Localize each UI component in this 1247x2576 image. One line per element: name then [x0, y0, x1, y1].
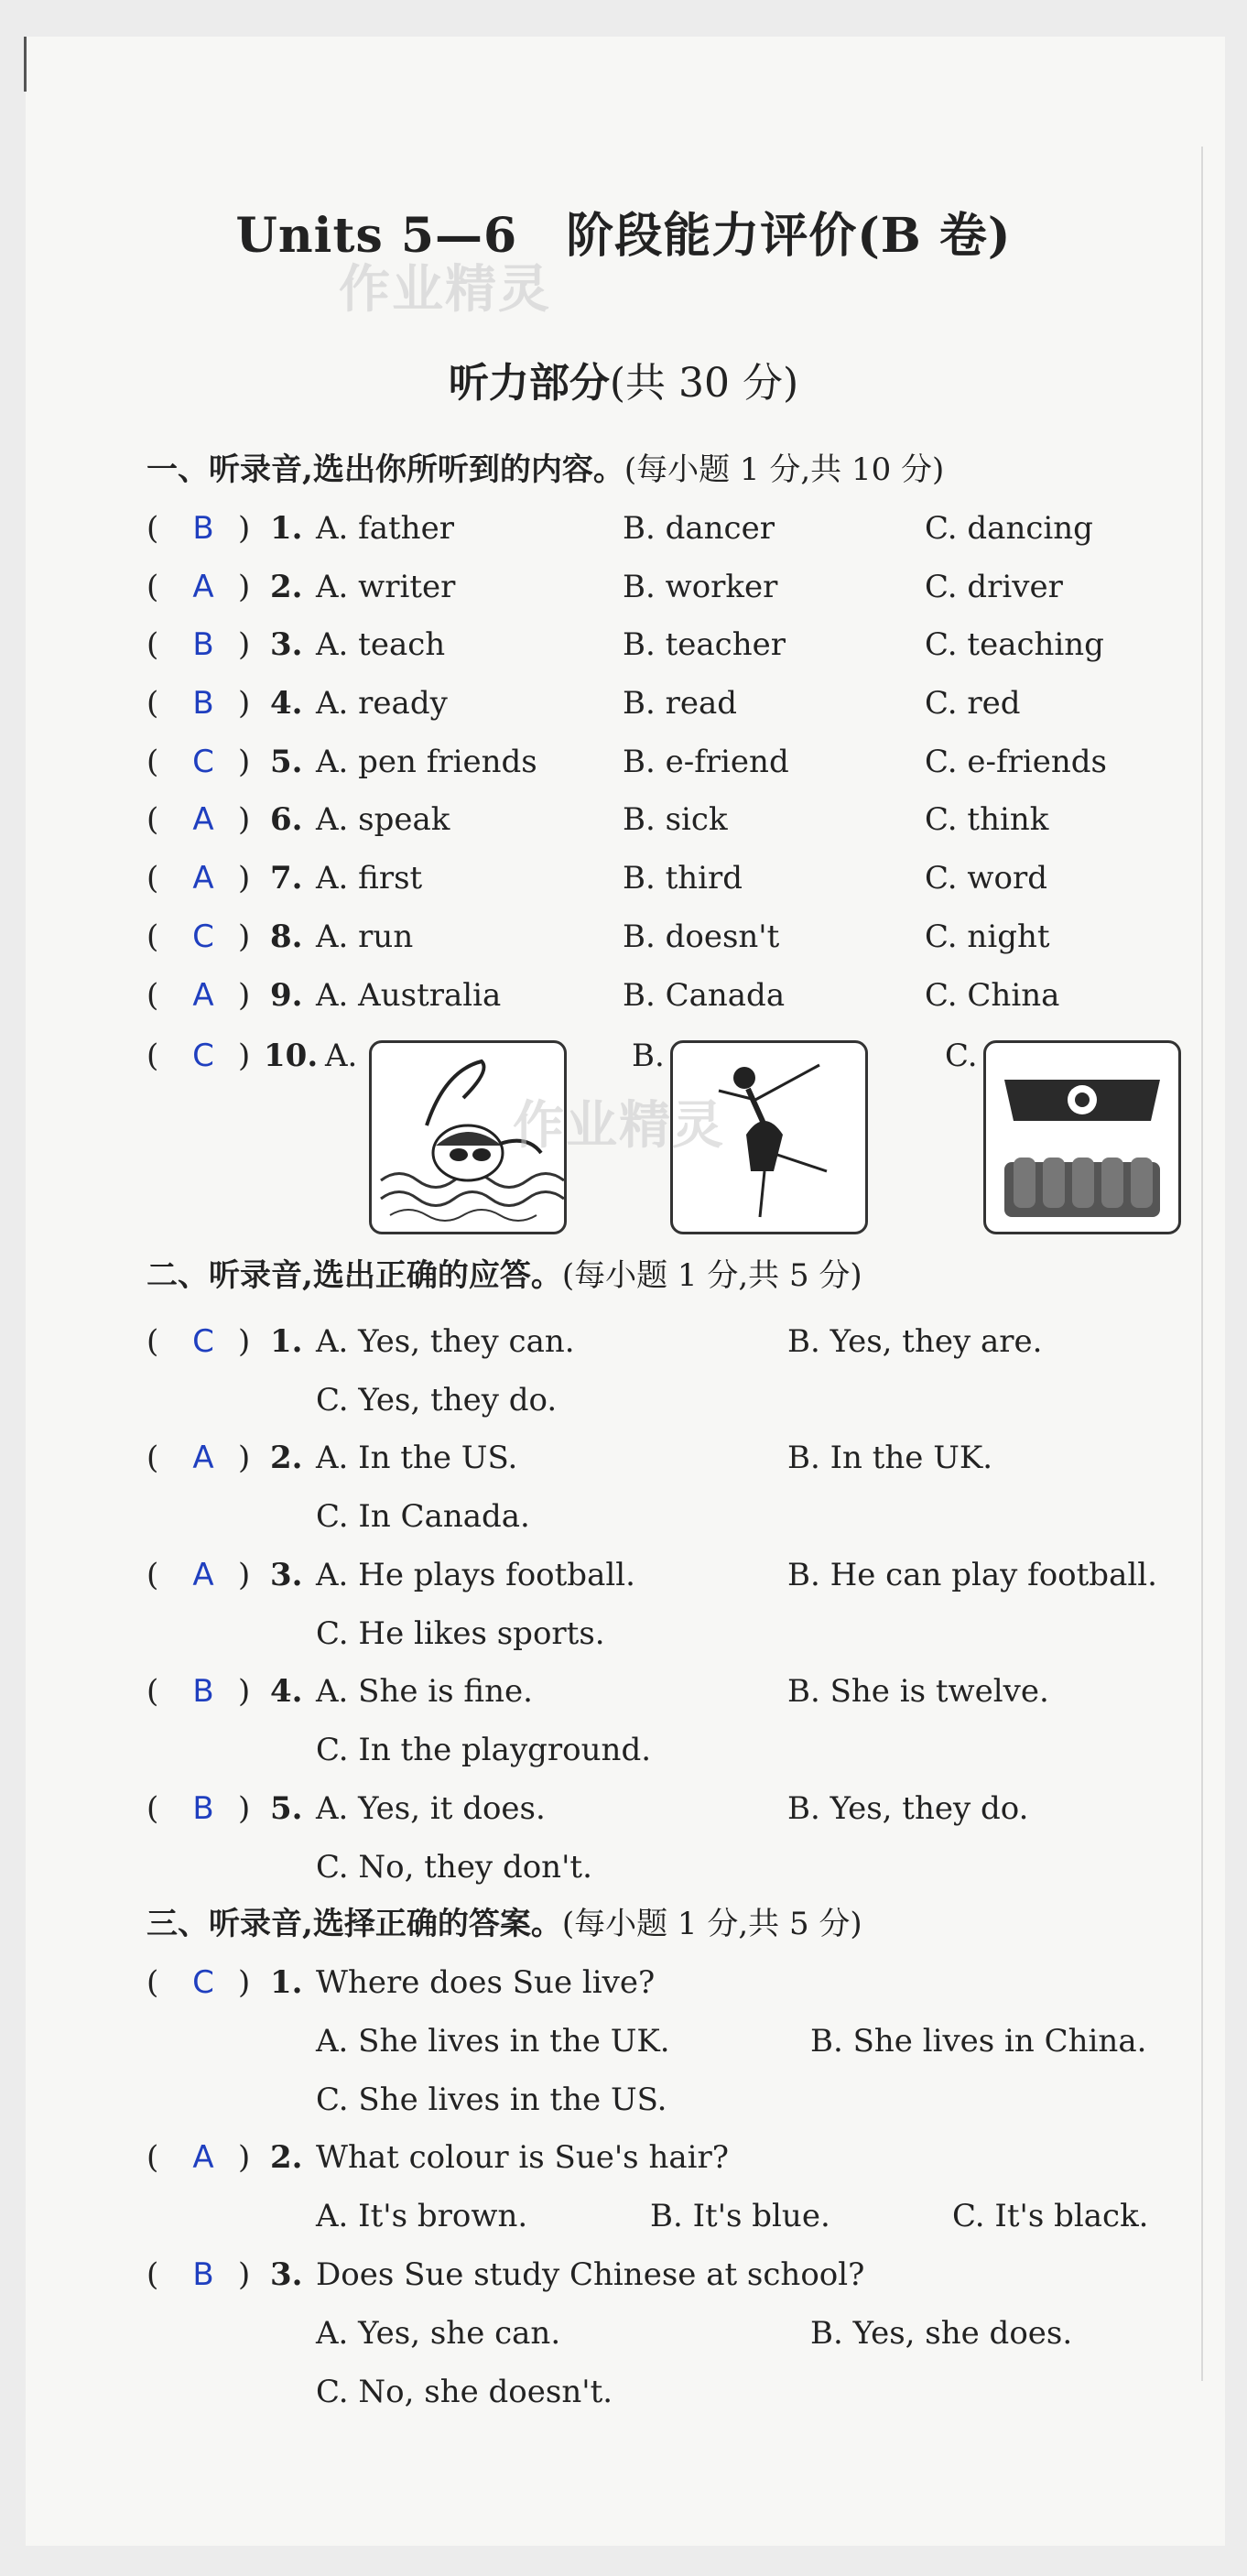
question-number: 4.: [270, 685, 303, 722]
paren-close: ): [238, 569, 251, 605]
answer-letter: A: [192, 1440, 214, 1476]
section-3-heading: [146, 1898, 862, 1943]
paren-open: (: [146, 2256, 159, 2293]
question-row: [146, 1786, 1190, 1831]
option-b: B. worker: [623, 569, 778, 605]
question-row: [146, 2252, 1190, 2298]
paren-open: (: [146, 1557, 159, 1593]
paren-close: ): [238, 1323, 251, 1360]
paren-open: (: [146, 626, 159, 663]
option-b: B. She is twelve.: [787, 1673, 1049, 1710]
option-a: A. In the US.: [316, 1440, 518, 1476]
paren-open: (: [146, 1038, 159, 1074]
option-b: B. teacher: [623, 626, 786, 663]
paren-open: (: [146, 918, 159, 955]
question-number: 8.: [270, 918, 303, 955]
option-c: C. teaching: [925, 626, 1104, 663]
answer-letter: B: [192, 510, 214, 547]
question-row: [146, 797, 1190, 842]
paren-close: ): [238, 2256, 251, 2293]
option-a: A. speak: [316, 801, 450, 838]
answer-letter: C: [192, 744, 214, 780]
answer-letter: B: [192, 1673, 214, 1710]
paren-close: ): [238, 1964, 251, 2001]
paren-close: ): [238, 801, 251, 838]
question-number: 5.: [270, 1790, 303, 1827]
paren-open: (: [146, 1964, 159, 2001]
answer-letter: B: [192, 1790, 214, 1827]
watermark: 作业精灵: [339, 260, 551, 320]
option-c: C. word: [925, 860, 1048, 897]
paren-close: ): [238, 1673, 251, 1710]
option-c: C. red: [925, 685, 1021, 722]
option-c: C. China: [925, 977, 1060, 1014]
paren-close: ): [238, 510, 251, 547]
paren-open: (: [146, 1440, 159, 1476]
paren-close: ): [238, 918, 251, 955]
question-row: [146, 973, 1190, 1018]
paren-open: (: [146, 977, 159, 1014]
section-2-heading: [146, 1250, 862, 1295]
question-number: 1.: [270, 510, 303, 547]
option-a: A. He plays football.: [316, 1557, 635, 1593]
option-a: A. It's brown.: [316, 2198, 528, 2234]
paren-open: (: [146, 1673, 159, 1710]
option-b: B. Yes, she does.: [810, 2315, 1073, 2352]
question-number: 4.: [270, 1673, 303, 1710]
question-number: 7.: [270, 860, 303, 897]
option-a: A. ready: [316, 685, 448, 722]
section-1-heading: [146, 444, 944, 489]
option-b: B. dancer: [623, 510, 775, 547]
option-c: C. e-friends: [925, 744, 1107, 780]
page-title: Units 5—6 阶段能力评价(B 卷): [235, 208, 1012, 264]
question-number: 3.: [270, 1557, 303, 1593]
paren-close: ): [238, 744, 251, 780]
answer-letter: B: [192, 2256, 214, 2293]
question-row: [146, 505, 1190, 551]
paren-close: ): [238, 626, 251, 663]
paren-close: ): [238, 977, 251, 1014]
option-a: A. Yes, they can.: [316, 1323, 575, 1360]
answer-letter: A: [192, 801, 214, 838]
option-c: C. driver: [925, 569, 1063, 605]
answer-letter: A: [192, 860, 214, 897]
question-number: 10.: [264, 1038, 319, 1074]
question-number: 2.: [270, 1440, 303, 1476]
question-row: [146, 739, 1190, 785]
option-c: C.: [945, 1038, 978, 1074]
question-number: 1.: [270, 1964, 303, 2001]
question-row: [146, 1552, 1190, 1598]
option-c: C. night: [925, 918, 1050, 955]
paren-open: (: [146, 685, 159, 722]
option-c: C. He likes sports.: [316, 1615, 605, 1652]
options-row: [316, 2310, 1186, 2356]
option-b: B. third: [623, 860, 743, 897]
option-a: A. Australia: [316, 977, 502, 1014]
answer-letter: A: [192, 1557, 214, 1593]
part-name: 听力部分: [448, 360, 610, 407]
option-c: C. dancing: [925, 510, 1093, 547]
paren-open: (: [146, 860, 159, 897]
option-b: B. She lives in China.: [810, 2023, 1147, 2060]
question-number: 2.: [270, 569, 303, 605]
paren-open: (: [146, 801, 159, 838]
answer-letter: C: [192, 1323, 214, 1360]
margin-line: [1201, 147, 1203, 2381]
answer-letter: C: [192, 1038, 214, 1074]
question-row: [146, 1960, 1190, 2005]
option-b: B. doesn't: [623, 918, 780, 955]
option-a: A. writer: [316, 569, 456, 605]
answer-letter: C: [192, 1964, 214, 2001]
section-1-title: 一、听录音,选出你所听到的内容。: [146, 451, 624, 488]
paren-open: (: [146, 1323, 159, 1360]
section-2-title: 二、听录音,选出正确的应答。: [146, 1257, 562, 1294]
option-c: C. It's black.: [952, 2198, 1149, 2234]
option-a: A.: [325, 1038, 358, 1074]
paren-open: (: [146, 510, 159, 547]
question-number: 1.: [270, 1323, 303, 1360]
option-b: B. It's blue.: [650, 2198, 830, 2234]
option-a: A. Yes, she can.: [316, 2315, 561, 2352]
question-text: Does Sue study Chinese at school?: [316, 2256, 865, 2293]
option-c: C. Yes, they do.: [316, 1382, 558, 1418]
option-b: B.: [632, 1038, 665, 1074]
answer-letter: B: [192, 685, 214, 722]
paren-close: ): [238, 1790, 251, 1827]
paren-close: ): [238, 685, 251, 722]
question-row: [146, 1319, 1190, 1364]
option-a: A. teach: [316, 626, 446, 663]
option-b: B. Yes, they do.: [787, 1790, 1029, 1827]
option-c: C. In the playground.: [316, 1732, 652, 1768]
option-a: A. pen friends: [316, 744, 537, 780]
answer-letter: A: [192, 569, 214, 605]
question-row: [146, 2135, 1190, 2180]
option-b: B. read: [623, 685, 738, 722]
question-number: 5.: [270, 744, 303, 780]
options-row: [316, 2193, 1186, 2239]
question-row: [146, 622, 1190, 668]
question-number: 3.: [270, 2256, 303, 2293]
part-heading: [0, 350, 1247, 408]
option-c: C. No, she doesn't.: [316, 2374, 613, 2410]
section-2-note: (每小题 1 分,共 5 分): [561, 1257, 862, 1294]
question-row: [146, 1668, 1190, 1714]
answer-letter: C: [192, 918, 214, 955]
question-number: 3.: [270, 626, 303, 663]
option-c: C. think: [925, 801, 1049, 838]
option-b: B. He can play football.: [787, 1557, 1157, 1593]
section-3-title: 三、听录音,选择正确的答案。: [146, 1906, 562, 1942]
cinema-picture: [983, 1040, 1181, 1234]
paren-open: (: [146, 744, 159, 780]
option-c: C. No, they don't.: [316, 1849, 592, 1886]
paren-close: ): [238, 860, 251, 897]
option-b: B. e-friend: [623, 744, 789, 780]
paren-open: (: [146, 1790, 159, 1827]
option-a: A. She is fine.: [316, 1673, 533, 1710]
question-row: [146, 914, 1190, 960]
option-a: A. run: [316, 918, 414, 955]
answer-letter: A: [192, 977, 214, 1014]
paren-close: ): [238, 1557, 251, 1593]
option-b: B. In the UK.: [787, 1440, 993, 1476]
question-row: [146, 680, 1190, 726]
options-row: [316, 2018, 1186, 2064]
question-row: [146, 564, 1190, 610]
section-3-note: (每小题 1 分,共 5 分): [561, 1906, 862, 1942]
answer-letter: B: [192, 626, 214, 663]
question-number: 6.: [270, 801, 303, 838]
option-a: A. Yes, it does.: [316, 1790, 546, 1827]
option-b: B. sick: [623, 801, 728, 838]
paren-open: (: [146, 2139, 159, 2176]
option-b: B. Canada: [623, 977, 786, 1014]
option-a: A. father: [316, 510, 454, 547]
option-c: C. She lives in the US.: [316, 2081, 667, 2118]
paren-open: (: [146, 569, 159, 605]
paren-close: ): [238, 1440, 251, 1476]
question-row: [146, 1435, 1190, 1481]
option-b: B. Yes, they are.: [787, 1323, 1043, 1360]
corner-mark: [24, 37, 27, 92]
option-c: C. In Canada.: [316, 1498, 530, 1535]
paren-close: ): [238, 2139, 251, 2176]
question-number: 2.: [270, 2139, 303, 2176]
section-1-note: (每小题 1 分,共 10 分): [624, 451, 945, 488]
paren-close: ): [238, 1038, 251, 1074]
answer-letter: A: [192, 2139, 214, 2176]
question-text: Where does Sue live?: [316, 1964, 656, 2001]
question-text: What colour is Sue's hair?: [316, 2139, 729, 2176]
question-number: 9.: [270, 977, 303, 1014]
watermark-2: 作业精灵: [513, 1096, 725, 1156]
part-score: (共 30 分): [609, 360, 799, 407]
option-a: A. She lives in the UK.: [316, 2023, 670, 2060]
question-row: [146, 855, 1190, 901]
option-a: A. first: [316, 860, 423, 897]
